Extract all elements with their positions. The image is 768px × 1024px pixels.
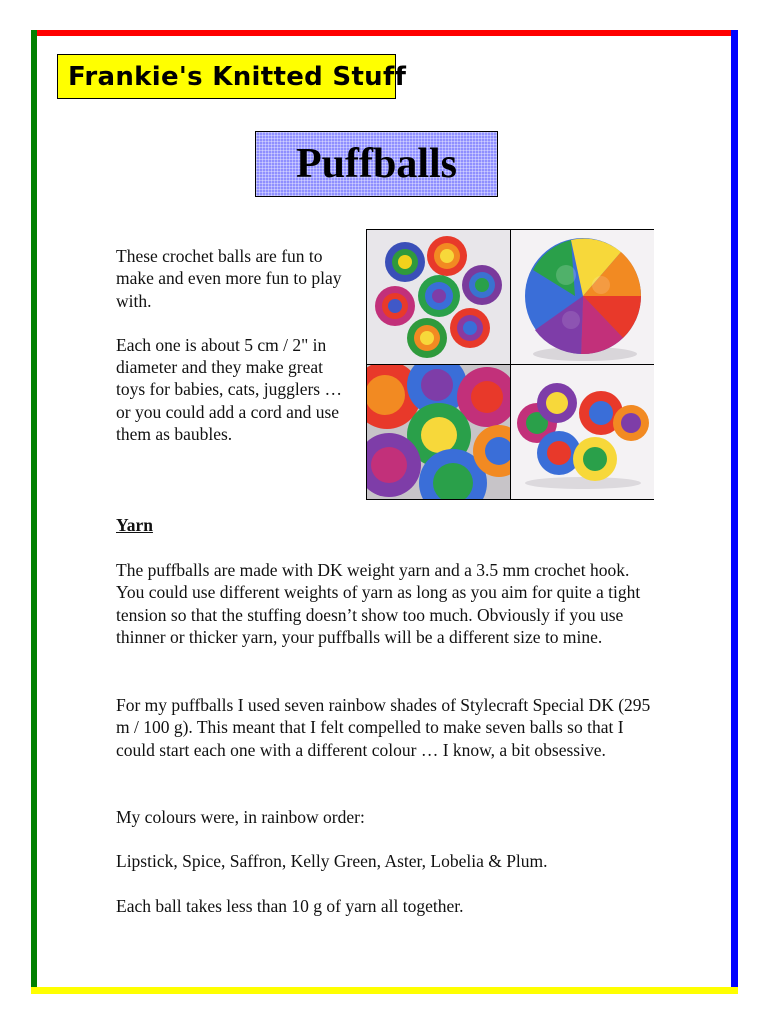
intro-paragraph-1: These crochet balls are fun to make and even more fun to play with.: [116, 246, 342, 311]
page-title: Puffballs: [295, 141, 458, 187]
photo-puffballs-pile-image: [367, 365, 510, 499]
intro-text: [116, 245, 356, 445]
border-bottom: [31, 987, 738, 994]
brand-banner: [57, 54, 407, 99]
border-right: [731, 30, 738, 992]
photo-puffball-closeup-image: [511, 230, 654, 364]
photo-puffballs-flatlay: [367, 230, 510, 364]
photo-puffballs-flatlay-image: [367, 230, 510, 364]
intro-paragraph-2: Each one is about 5 cm / 2" in diameter and they make great toys for babies, cats, jugglers … or you could add a cord and use them as baubles.: [116, 334, 342, 445]
yarn-paragraph-4: Lipstick, Spice, Saffron, Kelly Green, Aster, Lobelia & Plum.: [116, 851, 548, 871]
yarn-paragraph-2: For my puffballs I used seven rainbow shades of Stylecraft Special DK (295 m / 100 g). This meant that I felt compelled to make seven balls so that I could start each one with a different colour … I know, a bit obsessive.: [116, 695, 651, 760]
border-top: [31, 30, 738, 36]
photo-grid: [366, 229, 654, 500]
yarn-heading: Yarn: [116, 515, 153, 535]
photo-puffballs-group-image: [511, 365, 654, 499]
yarn-paragraph-3: My colours were, in rainbow order:: [116, 807, 365, 827]
border-left: [31, 30, 37, 992]
photo-puffballs-pile: [367, 365, 510, 499]
yarn-paragraph-5: Each ball takes less than 10 g of yarn all together.: [116, 896, 464, 916]
page-title-box: [255, 131, 498, 197]
brand-title: Frankie's Knitted Stuff: [68, 61, 407, 92]
photo-puffballs-group: [511, 365, 654, 499]
photo-puffball-closeup: [511, 230, 654, 364]
yarn-paragraph-1: The puffballs are made with DK weight yarn and a 3.5 mm crochet hook. You could use different weights of yarn as long as you aim for quite a tight tension so that the stuffing doesn’t show too much. Obviously if you use thinner or thicker yarn, your puffballs will be a different size to mine.: [116, 560, 641, 647]
